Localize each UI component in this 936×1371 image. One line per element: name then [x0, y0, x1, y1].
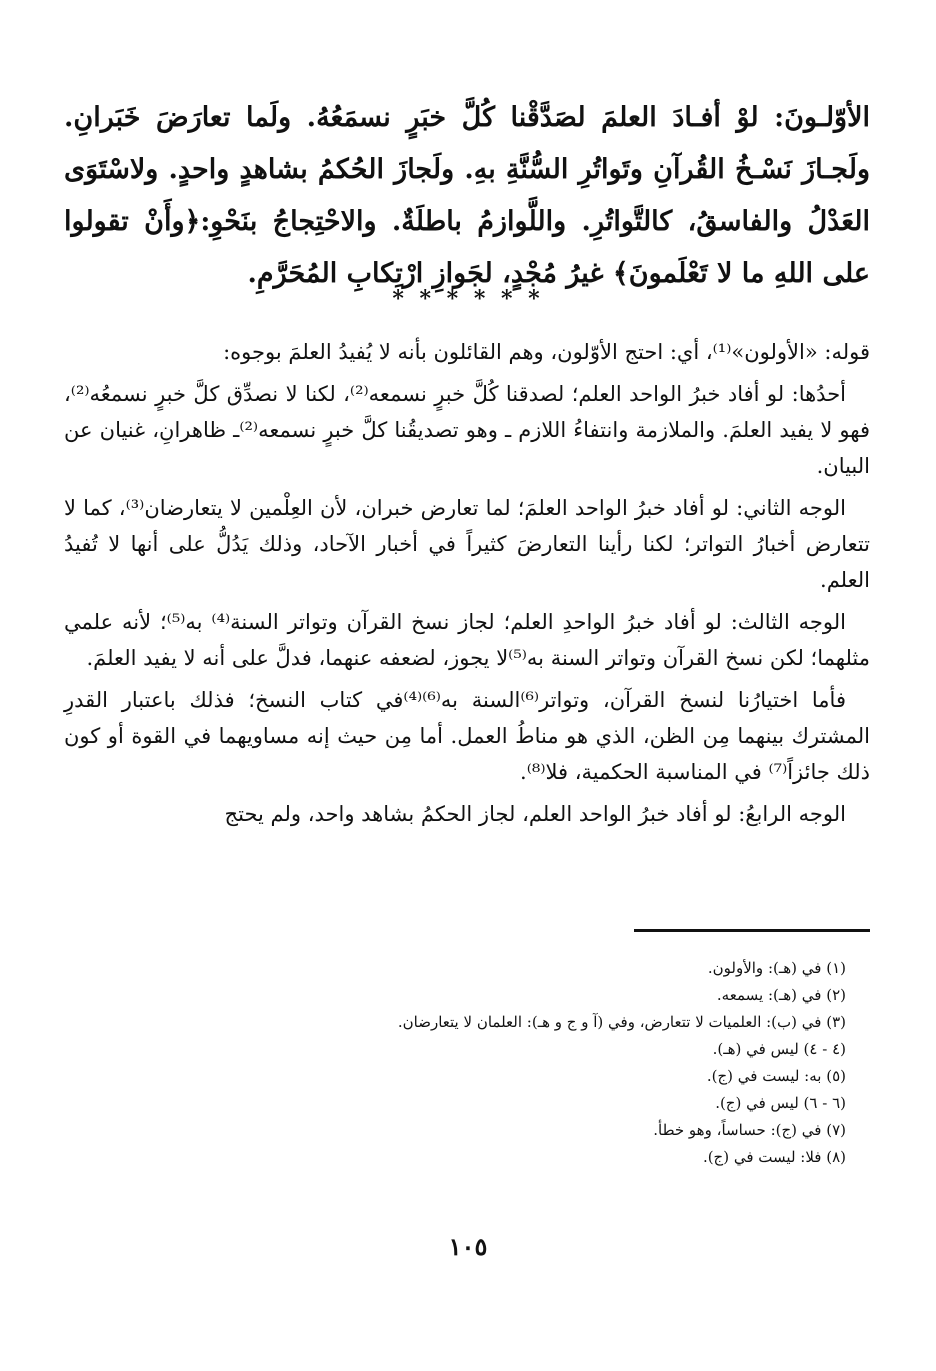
footnote: (٨) فلا: ليست في (ج). — [702, 1148, 846, 1166]
footnote: (٢) في (هـ): يسمعه. — [716, 986, 846, 1004]
footnotes-list — [126, 955, 846, 1171]
main-text-block — [64, 92, 870, 300]
footnote: (٥) به: ليست في (ج). — [706, 1067, 846, 1085]
footnote: (٤ - ٤) ليس في (هـ). — [712, 1040, 846, 1058]
commentary-paragraph: الوجه الثالث: لو أفاد خبرُ الواحدِ العلم؛ لجاز نسخ القرآن وتواتر السنة⁽⁴⁾ به⁽⁵⁾؛ لأنه علمي مثلهما؛ لكن نسخ القرآن وتواتر السنة به⁽⁵⁾لا يجوز، لضعفه عنهما، فدلَّ على أنه لا يفيد العلمَ. — [64, 610, 870, 670]
commentary-paragraph: فأما اختيارُنا لنسخ القرآن، وتواتر⁽⁶⁾السنة به⁽⁶⁾⁽⁴⁾في كتاب النسخ؛ فذلك باعتبار القدرِ المشترك بينهما مِن الظن، الذي هو مناطُ العمل. أما مِن حيث إنه مساويهما في القوة أو كون ذلك جائزاً⁽⁷⁾ في المناسبة الحكمية، فلا⁽⁸⁾. — [64, 688, 870, 784]
footnote: (٧) في (ج): حساساً، وهو خطأ. — [653, 1121, 846, 1139]
footnote: (٦ - ٦) ليس في (ج). — [715, 1094, 846, 1112]
footnote: (١) في (هـ): والأولون. — [707, 959, 846, 977]
commentary-paragraph: قوله: «الأولون»⁽¹⁾، أي: احتج الأوّلون، وهم القائلون بأنه لا يُفيدُ العلمَ بوجوه: — [223, 340, 870, 364]
footnote-divider — [634, 929, 870, 932]
commentary-block — [64, 334, 870, 838]
main-text: الأوّلـونَ: لوْ أفـادَ العلمَ لصَدَّقْنا كُلَّ خبَرٍ نسمَعُهُ. ولَما تعارَضَ خَبَرانِ. ولَجـازَ نَسْـخُ القُرآنِ وتَواتُرِ السُّنَّةِ بهِ. ولَجازَ الحُكمُ بشاهدٍ واحدٍ. ولاسْتَوَى العَدْلُ والفاسقُ، كالتَّواتُرِ. واللَّوازمُ باطلَةٌ. والاحْتِجاجُ بنَحْوِ:﴿وأَنْ تقولوا على اللهِ ما لا تَعْلَمونَ﴾ غيرُ مُجْدٍ، لجَوازِ ارْتِكابِ المُحَرَّمِ. — [64, 102, 870, 289]
page-number: ١٠٥ — [448, 1232, 488, 1261]
commentary-paragraph: الوجه الثاني: لو أفاد خبرُ الواحد العلمَ؛ لما تعارض خبران، لأن العِلْمين لا يتعارضان⁽³⁾، كما لا تتعارض أخبارُ التواتر؛ لكنا رأينا التعارضَ كثيراً في أخبار الآحاد، وذلك يَدُلُّ على أنها لا تُفيدُ العلم. — [64, 496, 870, 592]
commentary-paragraph: الوجه الرابعُ: لو أفاد خبرُ الواحد العلم، لجاز الحكمُ بشاهد واحد، ولم يحتج — [224, 802, 846, 826]
section-separator: * * * * * * — [392, 286, 544, 312]
commentary-paragraph: أحدُها: لو أفاد خبرُ الواحد العلم؛ لصدقنا كُلَّ خبرٍ نسمعه⁽²⁾، لكنا لا نصدِّق كلَّ خبرٍ نسمعُه⁽²⁾، فهو لا يفيد العلمَ. والملازمة وانتفاءُ اللازم ـ وهو تصديقُنا كلَّ خبرٍ نسمعه⁽²⁾ـ ظاهرانِ، غنيان عن البيان. — [64, 382, 871, 478]
footnote: (٣) في (ب): العلميات لا تتعارض، وفي (آ و ج و هـ): العلمان لا يتعارضان. — [397, 1013, 846, 1031]
